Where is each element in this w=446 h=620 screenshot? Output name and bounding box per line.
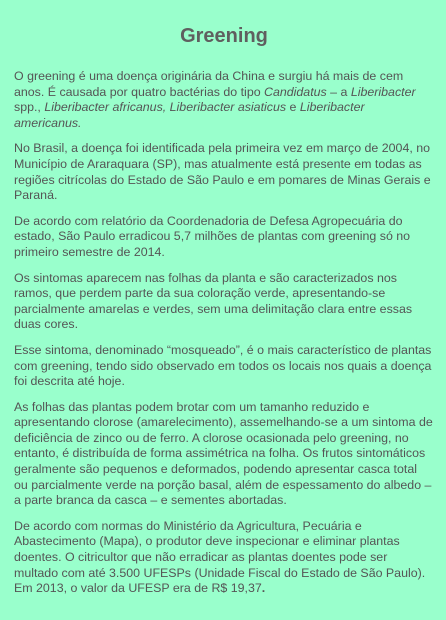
paragraph-leaves-fruits: As folhas das plantas podem brotar com um tamanho reduzido e apresentando clorose (amarelecimento), assemelhando-se a um sintoma de deficiência de zinco ou de ferro. A clorose ocasionada pelo greening, no entanto, é distribuída de forma assimétrica na folha. Os frutos sintomáticos geralmente são pequenos e deformados, podendo apresentar casca total ou parcialmente verde na porção basal, além de espessamento do albedo – a parte branca da casca – e sementes abortadas.: [14, 399, 433, 508]
bacteria-name-liberibacter: Liberibacter: [350, 84, 416, 99]
paragraph-origin-text-2: – a: [326, 84, 351, 99]
paragraph-origin-text-4: e: [286, 100, 300, 115]
paragraph-symptoms: Os sintomas aparecem nas folhas da planta e são caracterizados nos ramos, que perdem parte da sua coloração verde, apresentando-se parcialmente amarelas e verdes, sem uma delimitação clara entre essas duas cores.: [14, 270, 413, 332]
bacteria-name-americanus: Liberibacter americanus.: [14, 100, 365, 130]
paragraph-report: De acordo com relatório da Coordenadoria de Defesa Agropecuária do estado, São Paulo erradicou 5,7 milhões de plantas com greening só no primeiro semestre de 2014.: [14, 213, 411, 259]
paragraph-origin: [14, 69, 434, 131]
page-title: Greening: [180, 25, 268, 47]
paragraph-origin-text-3: spp.,: [14, 100, 45, 115]
paragraph-regulations-text: De acordo com normas do Ministério da Agricultura, Pecuária e Abastecimento (Mapa), o produtor deve inspecionar e eliminar plantas doentes. O citricultor que não erradicar as plantas doentes pode ser multado com até 3.500 UFESPs (Unidade Fiscal do Estado de São Paulo). Em 2013, o valor da UFESP era de R$ 19,37: [14, 518, 426, 596]
paragraph-origin-text-1: O greening é uma doença originária da China e surgiu há mais de cem anos. É causada por quatro bactérias do tipo: [14, 69, 404, 99]
bacteria-genus-candidatus: Candidatus: [264, 84, 327, 99]
bacteria-names-africanus-asiaticus: Liberibacter africanus, Liberibacter asiaticus: [44, 100, 287, 115]
paragraph-regulations: [14, 519, 434, 597]
paragraph-brazil: No Brasil, a doença foi identificada pela primeira vez em março de 2004, no Município de Araraquara (SP), mas atualmente está presente em todas as regiões citrícolas do Estado de São Paulo e em pomares de Minas Gerais e Paraná.: [14, 141, 431, 203]
paragraph-mosqueado: Esse sintoma, denominado “mosqueado”, é o mais característico de plantas com greening, tendo sido observado em todos os locais nos quais a doença foi descrita até hoje.: [14, 342, 432, 389]
paragraph-regulations-end: .: [261, 581, 266, 596]
article-body: [14, 69, 434, 597]
